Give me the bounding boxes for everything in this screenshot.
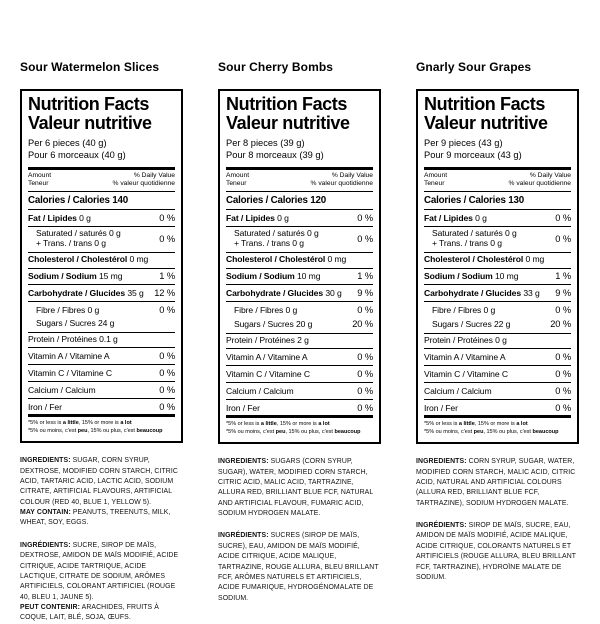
amount-labels: Amount Teneur [424,171,448,188]
ingredients-fr: INGRÉDIENTS: SUCRES (SIROP DE MAÏS, SUCRE), EAU, AMIDON DE MAÏS MODIFIÉ, ACIDE CITRIQUE, ACIDE MALIQUE, TARTRAZINE, ROUGE ALLURA, BLEU BRILLANT FCF, ARÔMES NATURELS ET ARTIFICIELS, ACIDE FUMARIQUE, HYDROGÉNOMALATE DE SODIUM. [218,532,379,602]
nutrient-row-fibre: Fibre / Fibres 0 g 0 % [36,304,175,315]
nutrient-row-sugars: Sugars / Sucres 22 g 20 % [424,317,571,334]
daily-value-footnote: *5% or less is a little, 15% or more is a lot *5% ou moins, c'est peu, 15% ou plus, c'est beaucoup [226,415,373,437]
daily-value: 0 % [555,402,571,413]
nutrient-row-carbohydrate: Carbohydrate / Glucides 30 g 9 % [226,285,373,302]
daily-value: 0 % [357,233,373,244]
serving-fr: Pour 8 morceaux (39 g) [226,150,324,161]
serving-size [424,137,571,170]
serving-en: Per 9 pieces (43 g) [424,137,503,148]
heading-fr: Valeur nutritive [424,113,548,134]
nutrient-row-fat: Fat / Lipides 0 g 0 % [28,210,175,227]
nutrient-row-fat: Fat / Lipides 0 g 0 % [226,210,373,227]
daily-value: 20 % [352,319,373,330]
nutrient-row-protein: Protein / Protéines 0 g [424,334,571,350]
daily-value: 0 % [357,212,373,223]
daily-value: 0 % [555,351,571,362]
serving-en: Per 8 pieces (39 g) [226,137,305,148]
nutrient-row-calcium: Calcium / Calcium 0 % [226,383,373,400]
ingredients-section [416,457,579,583]
nutrient-row-saturated-trans: Saturated / saturés 0 g + Trans. / trans 0 g 0 % [28,227,175,253]
heading-fr: Valeur nutritive [226,113,350,134]
may-contain-fr: PEUT CONTENIR: ARACHIDES, FRUITS À COQUE, LAIT, BLÉ, SOJA, ŒUFS. [20,603,159,622]
daily-value: 9 % [357,287,373,298]
daily-value: 1 % [357,271,373,281]
nutrition-facts-box [20,89,183,443]
daily-value: 0 % [357,304,373,315]
ingredients-fr: INGRÉDIENTS: SUCRE, SIROP DE MAÏS, DEXTROSE, AMIDON DE MAÏS MODIFIÉ, ACIDE CITRIQUE, ACIDE TARTRIQUE, ACIDE LACTIQUE, CITRATE DE SODIUM, ARÔMES ARTIFICIELS, COLORANT ARTIFICIEL (ROUGE 40, BLEU 1, JAUNE 5). PEUT CONTENIR: ARACHIDES, FRUITS À COQUE, LAIT, BLÉ, SOJA, ŒUFS. [20,541,183,624]
daily-value: 0 % [357,368,373,379]
nutrition-facts-heading [424,95,571,134]
ingredients-section [218,457,381,604]
nutrient-row-cholesterol: Cholesterol / Cholestérol 0 mg [28,253,175,269]
heading-en: Nutrition Facts [226,94,348,114]
nutrition-panel-cherry [218,60,381,604]
nutrient-row-vitamin-c: Vitamin C / Vitamine C 0 % [226,366,373,383]
daily-value: 12 % [154,287,175,298]
nutrient-row-protein: Protein / Protéines 0.1 g [28,333,175,349]
nutrient-row-sodium: Sodium / Sodium 10 mg 1 % [424,269,571,286]
serving-size [226,137,373,170]
heading-fr: Valeur nutritive [28,113,152,134]
nutrient-row-carbohydrate: Carbohydrate / Glucides 35 g 12 % [28,285,175,302]
serving-fr: Pour 9 morceaux (43 g) [424,150,522,161]
daily-value: 0 % [159,304,175,315]
nutrient-row-iron: Iron / Fer 0 % [28,401,175,412]
calories-row: Calories / Calories 140 [28,192,175,210]
daily-value: 0 % [357,351,373,362]
nutrient-row-sugars: Sugars / Sucres 24 g [28,317,175,333]
calories-row: Calories / Calories 130 [424,192,571,210]
daily-value: 0 % [159,233,175,244]
nutrient-row-sodium: Sodium / Sodium 15 mg 1 % [28,269,175,286]
nutrient-row-iron: Iron / Fer 0 % [424,402,571,413]
ingredients-fr: INGRÉDIENTS: SIROP DE MAÏS, SUCRE, EAU, AMIDON DE MAÏS MODIFIÉ, ACIDE MALIQUE, ACIDE CITRIQUE, COLORANTS NATURELS ET ARTIFICIELS (ROUGE ALLURA, BLEU BRILLANT FCF, TARTRAZINE), HYDROÏNE MALATE DE SODIUM. [416,522,576,581]
nutrient-row-vitamin-a: Vitamin A / Vitamine A 0 % [226,349,373,366]
serving-fr: Pour 6 morceaux (40 g) [28,150,126,161]
daily-value: 20 % [550,319,571,330]
daily-value-labels: % Daily Value % valeur quotidienne [508,171,571,188]
daily-value: 0 % [555,233,571,244]
amount-header [424,170,571,192]
nutrient-row-vitamin-c: Vitamin C / Vitamine C 0 % [424,366,571,383]
daily-value: 1 % [159,271,175,281]
nutrient-row-calcium: Calcium / Calcium 0 % [424,383,571,400]
amount-labels: Amount Teneur [28,171,52,188]
nutrient-row-fibre: Fibre / Fibres 0 g 0 % [432,304,571,315]
nutrition-facts-box [218,89,381,444]
nutrient-row-vitamin-c: Vitamin C / Vitamine C 0 % [28,365,175,382]
ingredients-en: INGREDIENTS: SUGARS (CORN SYRUP, SUGAR), WATER, MODIFIED CORN STARCH, CITRIC ACID, MALIC ACID, TARTRAZINE, ALLURA RED, BRILLIANT BLUE FCF, NATURAL AND ARTIFICIAL FLAVOUR, FUMARIC ACID, SODIUM HYDROGEN MALATE. [218,458,374,518]
daily-value: 0 % [159,350,175,361]
nutrient-row-carbohydrate: Carbohydrate / Glucides 33 g 9 % [424,285,571,302]
nutrient-row-protein: Protein / Protéines 2 g [226,334,373,350]
may-contain-en: MAY CONTAIN: PEANUTS, TREENUTS, MILK, WHEAT, SOY, EGGS. [20,509,171,527]
daily-value-footnote: *5% or less is a little, 15% or more is a lot *5% ou moins, c'est peu, 15% ou plus, c'est beaucoup [424,415,571,437]
daily-value: 0 % [555,212,571,223]
daily-value: 0 % [159,401,175,412]
serving-size [28,137,175,170]
daily-value-labels: % Daily Value % valeur quotidienne [310,171,373,188]
daily-value: 1 % [555,271,571,281]
daily-value: 0 % [159,367,175,378]
nutrient-row-fat: Fat / Lipides 0 g 0 % [424,210,571,227]
nutrient-row-calcium: Calcium / Calcium 0 % [28,382,175,399]
amount-header [226,170,373,192]
nutrient-row-cholesterol: Cholesterol / Cholestérol 0 mg [226,253,373,269]
heading-en: Nutrition Facts [424,94,546,114]
daily-value: 9 % [555,287,571,298]
daily-value: 0 % [555,368,571,379]
serving-en: Per 6 pieces (40 g) [28,137,107,148]
ingredients-en: INGREDIENTS: CORN SYRUP, SUGAR, WATER, MODIFIED CORN STARCH, MALIC ACID, CITRIC ACID, NATURAL AND ARTIFICIAL COLOURS (ALLURA RED, BRILLIANT BLUE FCF, TARTRAZINE), SODIUM HYDROGEN MALATE. [416,458,576,507]
daily-value: 0 % [357,402,373,413]
product-title: Sour Watermelon Slices [20,60,160,74]
daily-value: 0 % [159,212,175,223]
nutrient-row-fibre: Fibre / Fibres 0 g 0 % [234,304,373,315]
nutrient-row-sugars: Sugars / Sucres 20 g 20 % [226,317,373,334]
daily-value: 0 % [555,304,571,315]
nutrient-row-sodium: Sodium / Sodium 10 mg 1 % [226,269,373,286]
amount-header [28,170,175,192]
nutrition-facts-heading [226,95,373,134]
nutrition-facts-heading [28,95,175,134]
daily-value: 0 % [555,385,571,396]
daily-value: 0 % [357,385,373,396]
nutrient-row-vitamin-a: Vitamin A / Vitamine A 0 % [424,349,571,366]
ingredients-section [20,456,183,623]
amount-labels: Amount Teneur [226,171,250,188]
product-title: Gnarly Sour Grapes [416,60,532,74]
nutrition-facts-box [416,89,579,444]
calories-row: Calories / Calories 120 [226,192,373,210]
nutrient-row-cholesterol: Cholesterol / Cholestérol 0 mg [424,253,571,269]
product-title: Sour Cherry Bombs [218,60,334,74]
nutrient-row-iron: Iron / Fer 0 % [226,402,373,413]
ingredients-en: INGREDIENTS: SUGAR, CORN SYRUP, DEXTROSE, MODIFIED CORN STARCH, CITRIC ACID, TARTARIC ACID, LACTIC ACID, SODIUM CITRATE, ARTIFICIAL FLAVOURS, ARTIFICIAL COLOUR (RED 40, BLUE 1, YELLOW 5). MAY CONTAIN: PEANUTS, TREENUTS, MILK, WHEAT, SOY, EGGS. [20,456,183,529]
heading-en: Nutrition Facts [28,94,150,114]
nutrient-row-vitamin-a: Vitamin A / Vitamine A 0 % [28,348,175,365]
nutrient-row-saturated-trans: Saturated / saturés 0 g + Trans. / trans 0 g 0 % [226,227,373,253]
daily-value-labels: % Daily Value % valeur quotidienne [112,171,175,188]
nutrient-row-saturated-trans: Saturated / saturés 0 g + Trans. / trans 0 g 0 % [424,227,571,253]
nutrition-panel-watermelon [20,60,183,624]
nutrition-panel-grapes [416,60,579,583]
daily-value-footnote: *5% or less is a little, 15% or more is a lot *5% ou moins, c'est peu, 15% ou plus, c'est beaucoup [28,414,175,436]
daily-value: 0 % [159,384,175,395]
